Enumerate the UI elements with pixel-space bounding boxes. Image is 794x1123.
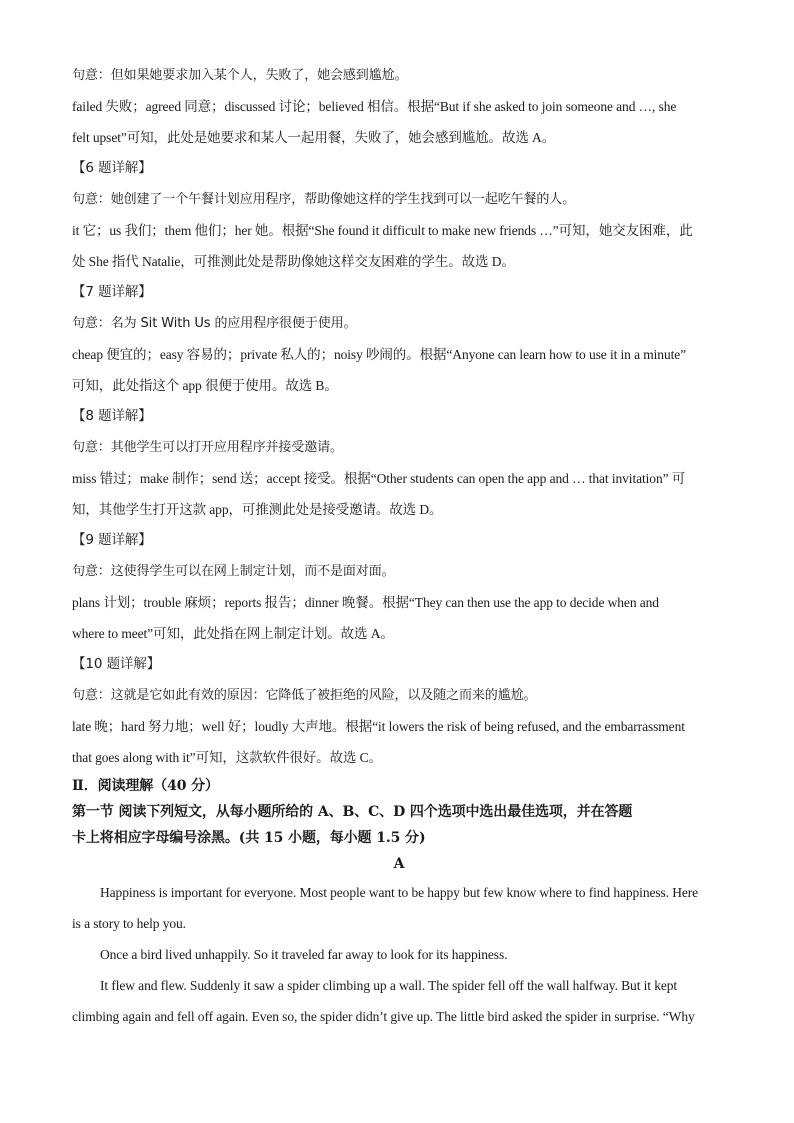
passage-line: Happiness is important for everyone. Most people want to be happy but few know where to find happiness. Here: [100, 885, 699, 900]
explanation-line: where to meet”可知，此处指在网上制定计划。故选 A。: [72, 626, 394, 641]
section-instruction: 卡上将相应字母编号涂黑。(共 15 小题，每小题 1.5 分): [72, 830, 426, 846]
question-heading: 【6 题详解】: [72, 160, 152, 176]
explanation-line: 知，其他学生打开这款 app，可推测此处是接受邀请。故选 D。: [72, 502, 443, 517]
explanation-line: miss 错过；make 制作；send 送；accept 接受。根据“Other students can open the app and … that invitation” 可: [72, 471, 686, 486]
explanation-line: it 它；us 我们；them 他们；her 她。根据“She found it difficult to make new friends …”可知，她交友困难，此: [72, 223, 693, 238]
sentence-meaning: 句意：她创建了一个午餐计划应用程序，帮助像她这样的学生找到可以一起吃午餐的人。: [72, 192, 576, 207]
explanation-line: cheap 便宜的；easy 容易的；private 私人的；noisy 吵闹的。根据“Anyone can learn how to use it in a minute”: [72, 347, 687, 362]
explanation-line: that goes along with it”可知，这款软件很好。故选 C。: [72, 750, 382, 765]
section-instruction: 第一节 阅读下列短文，从每小题所给的 A、B、C、D 四个选项中选出最佳选项，并在答题: [72, 804, 633, 820]
passage-line: climbing again and fell off again. Even so, the spider didn’t give up. The little bird asked the spider in surprise. “Why: [72, 1009, 695, 1024]
sentence-meaning: 句意：这就是它如此有效的原因：它降低了被拒绝的风险，以及随之而来的尴尬。: [72, 688, 537, 703]
sentence-meaning: 句意：但如果她要求加入某个人，失败了，她会感到尴尬。: [72, 68, 408, 83]
explanation-line: felt upset”可知，此处是她要求和某人一起用餐，失败了，她会感到尴尬。故选 A。: [72, 130, 556, 145]
explanation-line: late 晚；hard 努力地；well 好；loudly 大声地。根据“it lowers the risk of being refused, and the embarrassment: [72, 719, 685, 734]
passage-line: It flew and flew. Suddenly it saw a spider climbing up a wall. The spider fell off the wall halfway. But it kept: [100, 978, 678, 993]
passage-line: Once a bird lived unhappily. So it traveled far away to look for its happiness.: [100, 947, 508, 962]
document-page: [72, 60, 726, 1032]
question-heading: 【7 题详解】: [72, 284, 152, 300]
explanation-line: 可知，此处指这个 app 很便于使用。故选 B。: [72, 378, 338, 393]
sentence-meaning: 句意：名为 Sit With Us 的应用程序很便于使用。: [72, 316, 357, 331]
passage-line: is a story to help you.: [72, 916, 186, 931]
question-heading: 【9 题详解】: [72, 532, 152, 548]
question-heading: 【8 题详解】: [72, 408, 152, 424]
explanation-line: failed 失败；agreed 同意；discussed 讨论；believed 相信。根据“But if she asked to join someone and …, she: [72, 99, 677, 114]
explanation-line: plans 计划；trouble 麻烦；reports 报告；dinner 晚餐。根据“They can then use the app to decide when and: [72, 595, 659, 610]
sentence-meaning: 句意：这使得学生可以在网上制定计划，而不是面对面。: [72, 564, 395, 579]
question-heading: 【10 题详解】: [72, 656, 161, 672]
passage-label: A: [393, 856, 405, 872]
explanation-line: 处 She 指代 Natalie，可推测此处是帮助像她这样交友困难的学生。故选 D。: [72, 254, 515, 269]
section-title: Ⅱ．阅读理解（40 分）: [72, 778, 219, 794]
sentence-meaning: 句意：其他学生可以打开应用程序并接受邀请。: [72, 440, 343, 455]
